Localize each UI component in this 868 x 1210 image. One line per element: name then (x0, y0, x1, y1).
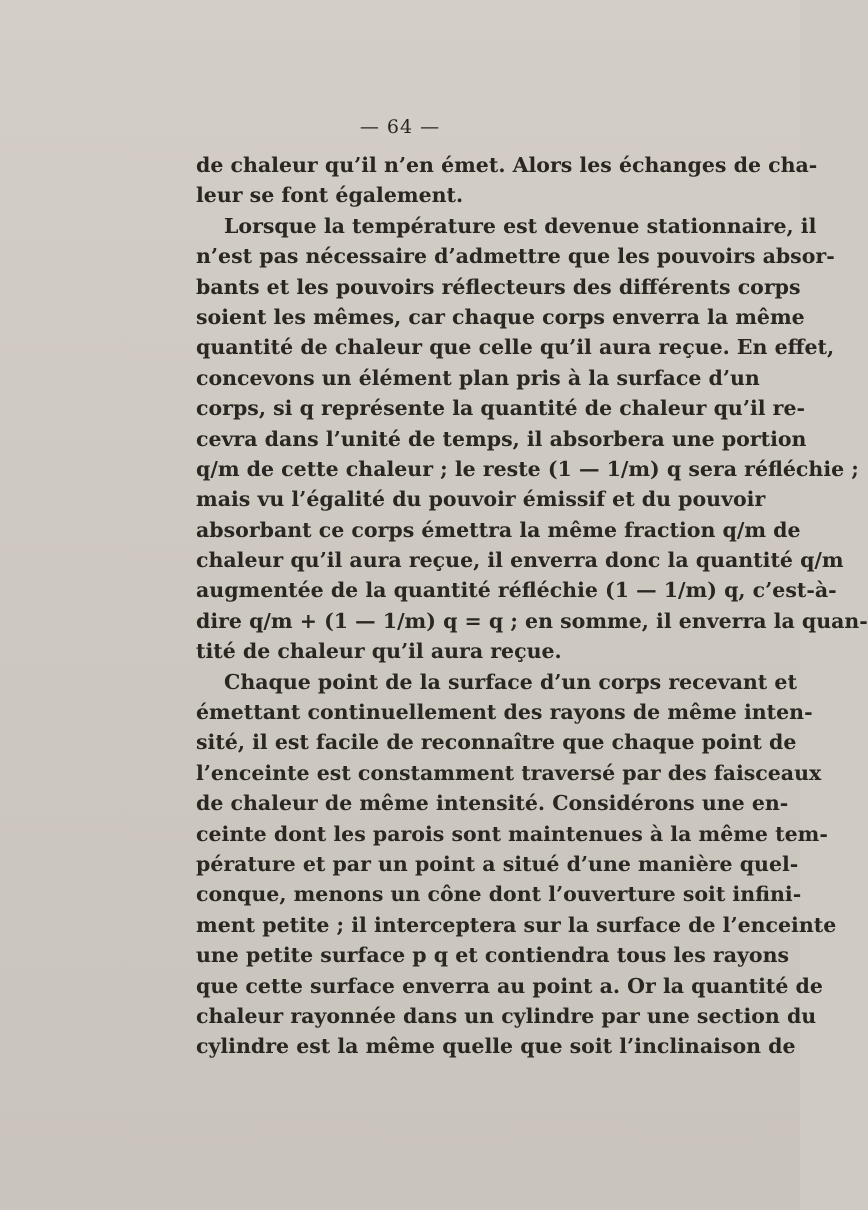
text-line: l’enceinte est constamment traversé par des faisceaux (196, 760, 822, 785)
text-line: sité, il est facile de reconnaître que chaque point de (196, 730, 797, 755)
text-line: cylindre est la même quelle que soit l’inclinaison de (196, 1034, 796, 1059)
page-number: — 64 — (359, 116, 441, 138)
text-line: concevons un élément plan pris à la surface d’un (196, 365, 760, 390)
text-line: augmentée de la quantité réfléchie (1 — 1/m) q, c’est-à- (196, 578, 837, 603)
text-line: Chaque point de la surface d’un corps recevant et (224, 669, 797, 694)
text-line: cevra dans l’unité de temps, il absorbera une portion (196, 426, 807, 451)
text-line: soient les mêmes, car chaque corps enverra la même (196, 304, 805, 329)
text-line: conque, menons un cône dont l’ouverture soit infini- (196, 882, 802, 907)
text-line: mais vu l’égalité du pouvoir émissif et du pouvoir (196, 487, 766, 512)
text-line: dire q/m + (1 — 1/m) q = q ; en somme, il enverra la quan- (196, 608, 868, 633)
text-line: chaleur qu’il aura reçue, il enverra donc la quantité q/m (196, 548, 844, 573)
text-line: pérature et par un point a situé d’une manière quel- (196, 851, 799, 876)
text-line: ment petite ; il interceptera sur la surface de l’enceinte (196, 912, 837, 937)
text-line: bants et les pouvoirs réflecteurs des différents corps (196, 274, 801, 299)
body-text (196, 150, 868, 1062)
text-line: absorbant ce corps émettra la même fraction q/m de (196, 517, 801, 542)
text-line: chaleur rayonnée dans un cylindre par une section du (196, 1003, 817, 1028)
text-line: de chaleur de même intensité. Considérons une en- (196, 791, 789, 816)
text-line: ceinte dont les parois sont maintenues à la même tem- (196, 821, 828, 846)
text-line: q/m de cette chaleur ; le reste (1 — 1/m) q sera réfléchie ; (196, 456, 859, 481)
text-line: tité de chaleur qu’il aura reçue. (196, 639, 562, 664)
text-line: leur se font également. (196, 183, 464, 208)
text-line: que cette surface enverra au point a. Or la quantité de (196, 973, 823, 998)
text-line: de chaleur qu’il n’en émet. Alors les échanges de cha- (196, 153, 818, 177)
text-line: corps, si q représente la quantité de chaleur qu’il re- (196, 396, 806, 421)
text-line: n’est pas nécessaire d’admettre que les pouvoirs absor- (196, 244, 835, 269)
text-line: quantité de chaleur que celle qu’il aura reçue. En effet, (196, 335, 835, 360)
text-line: émettant continuellement des rayons de même inten- (196, 700, 813, 725)
text-line: Lorsque la température est devenue stationnaire, il (224, 213, 817, 238)
text-line: une petite surface p q et contiendra tous les rayons (196, 943, 790, 968)
